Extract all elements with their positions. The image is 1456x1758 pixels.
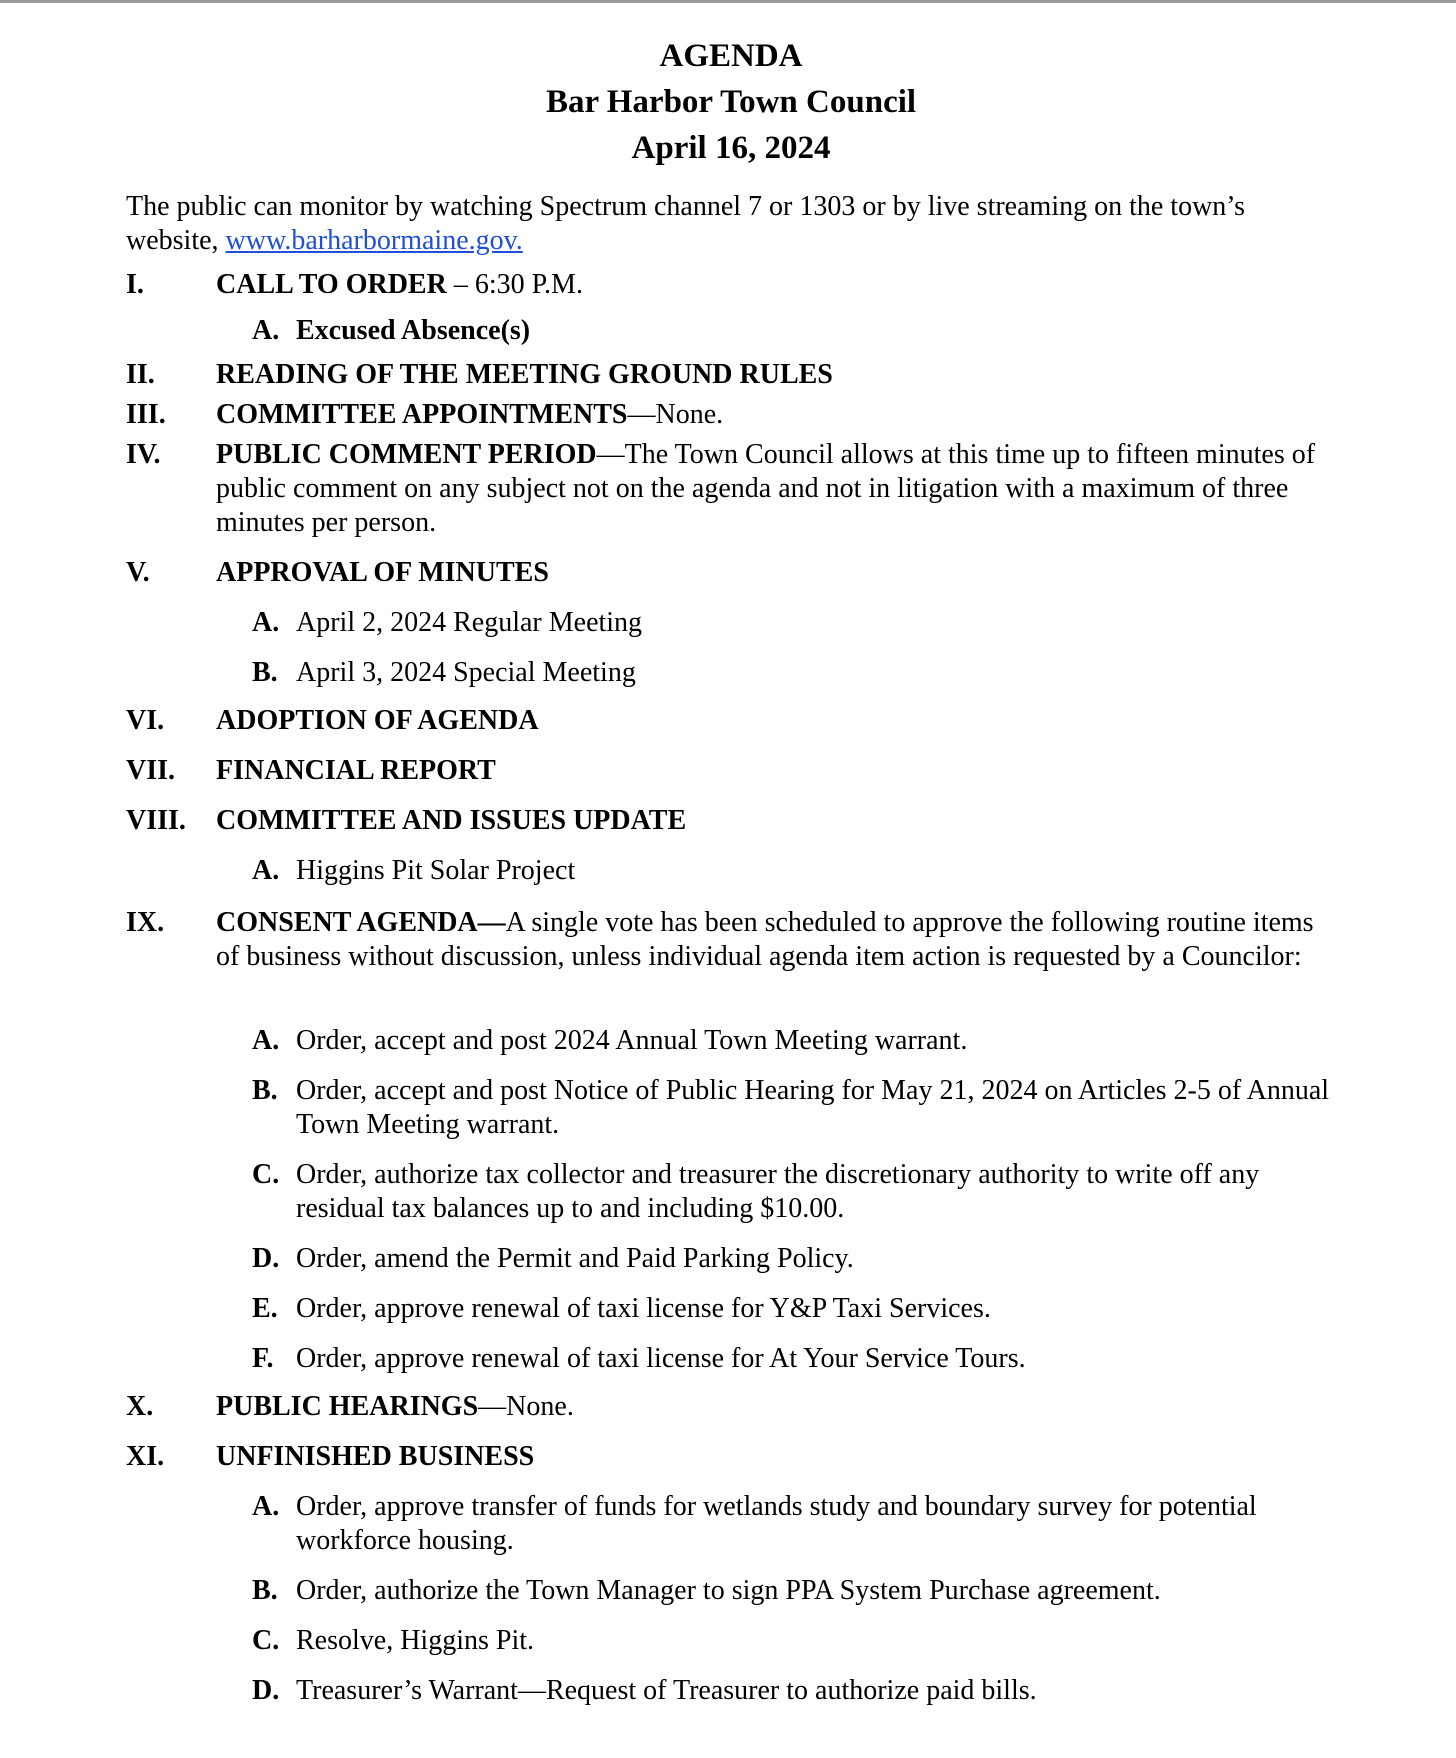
subitem-letter: D. xyxy=(252,1243,280,1274)
section-committee-appointments xyxy=(216,398,1336,432)
subitem-letter: D. xyxy=(252,1675,280,1706)
subitem-text: Treasurer’s Warrant—Request of Treasurer to authorize paid bills. xyxy=(296,1675,1037,1706)
section-committee-update xyxy=(216,804,1336,838)
subitem-text: Order, approve transfer of funds for wetlands study and boundary survey for potential workforce housing. xyxy=(296,1491,1257,1556)
subitem-letter: A. xyxy=(252,1025,280,1056)
section-number: VII. xyxy=(126,755,176,786)
meeting-date: April 16, 2024 xyxy=(631,130,831,166)
section-title: PUBLIC HEARINGS xyxy=(216,1391,479,1422)
section-title: APPROVAL OF MINUTES xyxy=(216,557,549,588)
section-number: I. xyxy=(126,269,144,300)
town-website-link[interactable]: www.barharbormaine.gov. xyxy=(225,225,523,256)
agenda-subitem xyxy=(252,1624,1336,1658)
document-title: AGENDA xyxy=(659,38,803,74)
section-title: COMMITTEE AND ISSUES UPDATE xyxy=(216,805,687,836)
section-number: V. xyxy=(126,557,150,588)
section-number: IX. xyxy=(126,907,165,938)
section-title: CONSENT AGENDA— xyxy=(216,907,506,938)
subitem-letter: A. xyxy=(252,855,280,886)
agenda-subitem xyxy=(252,1242,1336,1276)
subitem-letter: F. xyxy=(252,1343,274,1374)
agenda-subitem xyxy=(252,1292,1336,1326)
agenda-subitem xyxy=(252,1024,1336,1058)
section-financial-report xyxy=(216,754,1336,788)
section-title: UNFINISHED BUSINESS xyxy=(216,1441,535,1472)
section-public-comment xyxy=(216,438,1326,540)
section-call-to-order xyxy=(216,268,1336,302)
section-consent-agenda xyxy=(216,906,1331,974)
subitem-letter: E. xyxy=(252,1293,278,1324)
subitem-letter: C. xyxy=(252,1625,280,1656)
section-title: COMMITTEE APPOINTMENTS xyxy=(216,399,628,430)
agenda-subitem xyxy=(252,1490,1336,1558)
agenda-subitem xyxy=(252,1158,1336,1226)
section-ground-rules xyxy=(216,358,1336,392)
agenda-subitem xyxy=(252,1674,1336,1708)
subitem-text: Higgins Pit Solar Project xyxy=(296,855,576,886)
agenda-subitem xyxy=(252,606,1336,640)
subitem-text: Order, authorize the Town Manager to sign PPA System Purchase agreement. xyxy=(296,1575,1161,1606)
subitem-text: April 2, 2024 Regular Meeting xyxy=(296,607,643,638)
subitem-text: Order, approve renewal of taxi license for Y&P Taxi Services. xyxy=(296,1293,991,1324)
section-number: III. xyxy=(126,399,166,430)
agenda-subitem xyxy=(252,1074,1336,1142)
section-public-hearings xyxy=(216,1390,1336,1424)
subitem-text: Excused Absence(s) xyxy=(296,315,531,346)
section-number: II. xyxy=(126,359,155,390)
section-title: ADOPTION OF AGENDA xyxy=(216,705,539,736)
page-top-border xyxy=(0,0,1456,3)
section-title: CALL TO ORDER xyxy=(216,269,447,300)
council-name: Bar Harbor Town Council xyxy=(545,84,917,120)
subitem-text: Order, authorize tax collector and treasurer the discretionary authority to write off any residual tax balances up to and including $10.00. xyxy=(296,1159,1260,1224)
section-number: XI. xyxy=(126,1441,165,1472)
agenda-subitem xyxy=(252,314,1336,348)
subitem-text: Order, accept and post Notice of Public Hearing for May 21, 2024 on Articles 2-5 of Annual Town Meeting warrant. xyxy=(296,1075,1330,1140)
section-detail: – 6:30 P.M. xyxy=(446,269,583,300)
section-adoption-of-agenda xyxy=(216,704,1336,738)
section-number: VIII. xyxy=(126,805,186,836)
subitem-text: Resolve, Higgins Pit. xyxy=(296,1625,535,1656)
intro-text: The public can monitor by watching Spectrum channel 7 or 1303 or by live streaming on the town’s website, xyxy=(126,191,1245,256)
subitem-text: April 3, 2024 Special Meeting xyxy=(296,657,636,688)
subitem-letter: A. xyxy=(252,1491,280,1522)
subitem-letter: C. xyxy=(252,1159,280,1190)
agenda-subitem xyxy=(252,1342,1336,1376)
section-title: READING OF THE MEETING GROUND RULES xyxy=(216,359,833,390)
section-detail: A single vote has been scheduled to approve the following routine items of business without discussion, unless individual agenda item action is requested by a Councilor: xyxy=(216,907,1314,972)
section-unfinished-business xyxy=(216,1440,1336,1474)
intro-paragraph xyxy=(126,190,1336,258)
subitem-text: Order, approve renewal of taxi license for At Your Service Tours. xyxy=(296,1343,1026,1374)
subitem-letter: B. xyxy=(252,1575,278,1606)
section-title: PUBLIC COMMENT PERIOD xyxy=(216,439,597,470)
agenda-subitem xyxy=(252,854,1336,888)
section-number: VI. xyxy=(126,705,165,736)
section-approval-of-minutes xyxy=(216,556,1336,590)
section-number: IV. xyxy=(126,439,161,470)
subitem-letter: A. xyxy=(252,315,280,346)
agenda-subitem xyxy=(252,1574,1336,1608)
section-detail: —The Town Council allows at this time up to fifteen minutes of public comment on any subject not on the agenda and not in litigation with a maximum of three minutes per person. xyxy=(216,439,1316,538)
subitem-letter: B. xyxy=(252,657,278,688)
subitem-text: Order, amend the Permit and Paid Parking Policy. xyxy=(296,1243,854,1274)
subitem-text: Order, accept and post 2024 Annual Town Meeting warrant. xyxy=(296,1025,968,1056)
section-title: FINANCIAL REPORT xyxy=(216,755,496,786)
subitem-letter: B. xyxy=(252,1075,278,1106)
section-detail: —None. xyxy=(627,399,724,430)
section-detail: —None. xyxy=(478,1391,574,1422)
agenda-subitem xyxy=(252,656,1336,690)
subitem-letter: A. xyxy=(252,607,280,638)
section-number: X. xyxy=(126,1391,154,1422)
